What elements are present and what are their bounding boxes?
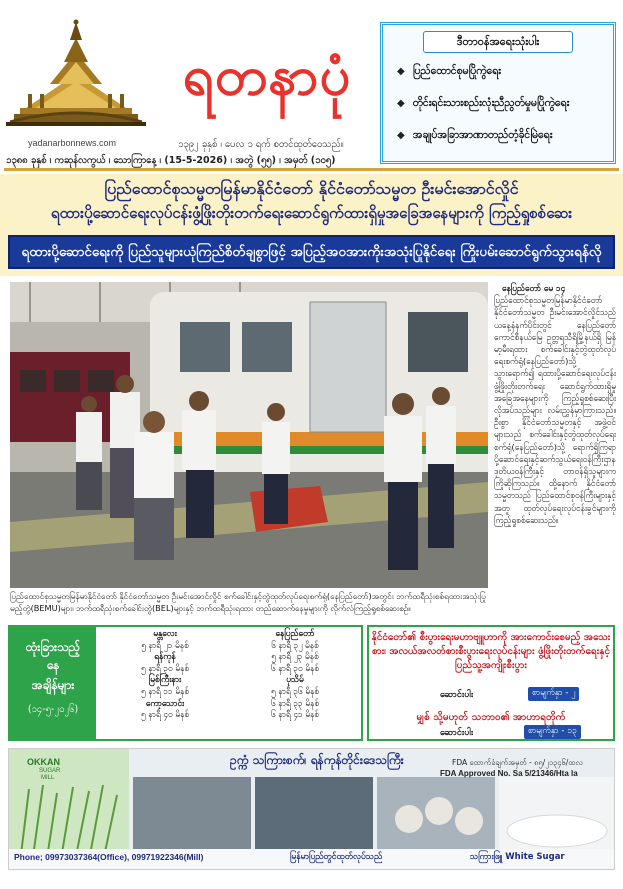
pagoda-logo-icon <box>6 18 146 136</box>
sun-times-title-3: အချိန်များ <box>31 678 75 692</box>
ad-brand: OKKAN <box>27 757 60 767</box>
ad-fda-mm: FDA ထောက်ခံချက်အမှတ် - ၈၅/၂၁၃၄၆/ထလ <box>452 758 583 767</box>
inside-article-1-title[interactable]: နိုင်ငံတော်၏ စီးပွားရေးမဟာဗျူဟာကို အားကောင်းစေမည့် အသေးစား၊ အလယ်အလတ်စားစီးပွားရေးလုပ်ငန်းများ ဖွံ့ဖြိုးတိုးတက်ရေးနှင့် ပြည်သူ့အကျိုးစီးပွား <box>371 632 611 671</box>
headline-banner[interactable]: ရထားပို့ဆောင်ရေးကို ပြည်သူများယုံကြည်စိတ်ချစွာဖြင့် အပြည့်အဝအားကိုးအသုံးပြုနိုင်ရေး ကြိုးပမ်းဆောင်ရွက်သွားရန်လို <box>8 235 615 269</box>
masthead-divider <box>4 168 619 171</box>
duties-box <box>380 22 616 164</box>
ad-fda-en: FDA Approved No. Sa 5/21346/Hta la <box>440 769 578 778</box>
inside-article-2-type: ဆောင်းပါး <box>440 728 474 738</box>
headline-line-1[interactable]: ပြည်ထောင်စုသမ္မတမြန်မာနိုင်ငံတော် နိုင်ငံတော်သမ္မတ ဦးမင်းအောင်လှိုင် <box>104 179 519 198</box>
ad-made-in: မြန်မာပြည်တွင်ထုတ်လုပ်သည် <box>290 852 383 862</box>
duties-title: ဒီတာဝန်အရေးသုံးပါး <box>423 31 573 53</box>
article-dateline: နေပြည်တော် မေ ၁၄ <box>502 283 566 293</box>
sun-time-entry: နေပြည်တော် ၆ နာရီ ၃၂ မိနစ် ၅ နာရီ ၂၃ မိနစ် ၆ နာရီ ၃၀ မိနစ် ပုသိမ် ၅ နာရီ ၃၆ မိနစ် ၆ နာရီ ၃၃ မိနစ် ၆ နာရီ ၄၁ မိနစ် <box>270 628 320 720</box>
sun-time-entry: မန္တလေး ၅ နာရီ ၂၁ မိနစ် ရန်ကုန် ၅ နာရီ ၃၀ မိနစ် မြစ်ကြီးနား ၅ နာရီ ၁၁ မိနစ် ကော့သောင်း ၅ နာရီ ၄၀ မိနစ် <box>140 628 190 720</box>
inside-article-1-type: ဆောင်းပါး <box>440 690 474 700</box>
sun-times-date: (၁၄-၅-၂၀၂၆) <box>27 704 79 715</box>
ad-phone[interactable]: Phone; 09973037364(Office), 09971922346(Mill) <box>14 852 204 862</box>
diamond-bullet-icon: ◆ <box>397 130 405 141</box>
ad-brand-sub: SUGAR <box>39 768 61 774</box>
ad-product: သကြားဖြူ White Sugar <box>470 852 565 862</box>
article-body: ပြည်ထောင်စုသမ္မတမြန်မာနိုင်ငံတော် နိုင်ငံတော်သမ္မတ ဦးမင်းအောင်လှိုင်သည် ယနေ့နံနက်ပိုင်းတွင် နေပြည်တော်ကောင်စီနယ်မြေ ဥတ္တရသီရိမြို့နယ်ရှိ မြန်မာ့မီးရထား စက်ခေါင်းနှင့်တွဲထုတ်လုပ်ရေးစက်ရုံ(နေပြည်တော်)သို့ သွားရောက်၍ ရထားပို့ဆောင်ရေးလုပ်ငန်းဖွံ့ဖြိုးတိုးတက်ရေး ဆောင်ရွက်ထားရှိမှုအခြေအနေများကို ကြည့်ရှုစစ်ဆေးပြီး လိုအပ်သည်များ လမ်းညွှန်မှာကြားသည်။ ဦးစွာ နိုင်ငံတော်သမ္မတနှင့် အဖွဲ့ဝင်များသည် စက်ခေါင်းနှင့်တွဲထုတ်လုပ်ရေးစက်ရုံ(နေပြည်တော်)သို့ ရောက်ရှိကြရာ ပို့ဆောင်ရေးနှင့်ဆက်သွယ်ရေးဝန်ကြီးဌာန ဒုတိယဝန်ကြီးနှင့် တာဝန်ရှိသူများက ကြိုဆိုကြသည်။ ထို့နောက် နိုင်ငံတော်သမ္မတသည် ပြည်ထောင်စုဝန်ကြီးများနှင့်အတူ ထုတ်လုပ်ရေးလုပ်ငန်းခွင်များကို ကြည့်ရှုစစ်ဆေးသည်။ <box>494 295 616 525</box>
sun-times-title-1: ထုံးခြားသည့် <box>25 640 81 654</box>
inside-article-2-title[interactable]: မျှစ် သို့မဟုတ် သဘာဝ၏ အာဟာရတိုက် <box>416 712 566 723</box>
lead-article[interactable] <box>494 282 616 622</box>
headline-line-2[interactable]: ရထားပို့ဆောင်ရေးလုပ်ငန်းဖွံ့ဖြိုးတိုးတက်ရေးဆောင်ရွက်ထားရှိမှုအခြေအနေများကို ကြည့်ရှုစစ်ဆေး <box>50 204 573 222</box>
page-tag-1[interactable]: စာမျက်နှာ - ၂ <box>528 687 579 701</box>
issue-info: ၁၃၈၈ ခုနှစ် ၊ ကဆုန်လကွယ် ၊ သောကြာနေ့ ၊ (15-5-2026) ၊ အတွဲ (၅၅) ၊ အမှတ် (၁၀၅) <box>6 155 336 166</box>
sun-times-title-2: နေ <box>46 658 60 672</box>
duty-item: ◆ တိုင်းရင်းသားစည်းလုံးညီညွတ်မှုမပြိုကွဲရေး <box>397 97 570 109</box>
ad-brand-sub2: MILL <box>41 775 55 781</box>
newspaper-title: ရတနာပုံ <box>182 43 352 107</box>
ad-title: ဥက္ကံ သကြားစက်၊ ရန်ကုန်တိုင်းဒေသကြီး <box>230 753 404 767</box>
page-tag-2[interactable]: စာမျက်နှာ - ၁၃ <box>524 725 581 739</box>
founding-line: ၁၃၉၂ ခုနှစ် ၊ ပေလ ၁ ရက် စတင်ထုတ်ဝေသည်။ <box>178 139 344 150</box>
lead-photo[interactable] <box>10 282 488 588</box>
site-url[interactable]: yadanarbonnews.com <box>28 138 117 148</box>
photo-caption: ပြည်ထောင်စုသမ္မတမြန်မာနိုင်ငံတော် နိုင်ငံတော်သမ္မတ ဦးမင်းအောင်လှိုင် စက်ခေါင်းနှင့်တွဲထုတ်လုပ်ရေးစက်ရုံ(နေပြည်တော်)အတွင်း ဘက်ထရီသုံးစစ်ရထားအသုံးပြုမည့်တွဲ(BEMU)များ၊ ဘက်ထရီသုံးစက်ခေါင်းတွဲ(BEL)များနှင့် ဘက်ထရီသုံးရထား တည်ဆောက်နေမှုများကို လိုက်လံကြည့်ရှုစစ်ဆေးစဉ်။ <box>10 591 486 613</box>
sun-times-label <box>10 627 96 739</box>
diamond-bullet-icon: ◆ <box>397 66 405 77</box>
duty-item: ◆ ပြည်ထောင်စုမပြိုကွဲရေး <box>397 65 501 77</box>
duty-item: ◆ အချုပ်အခြာအာဏာတည်တံ့ခိုင်မြဲရေး <box>397 129 553 141</box>
diamond-bullet-icon: ◆ <box>397 98 405 109</box>
